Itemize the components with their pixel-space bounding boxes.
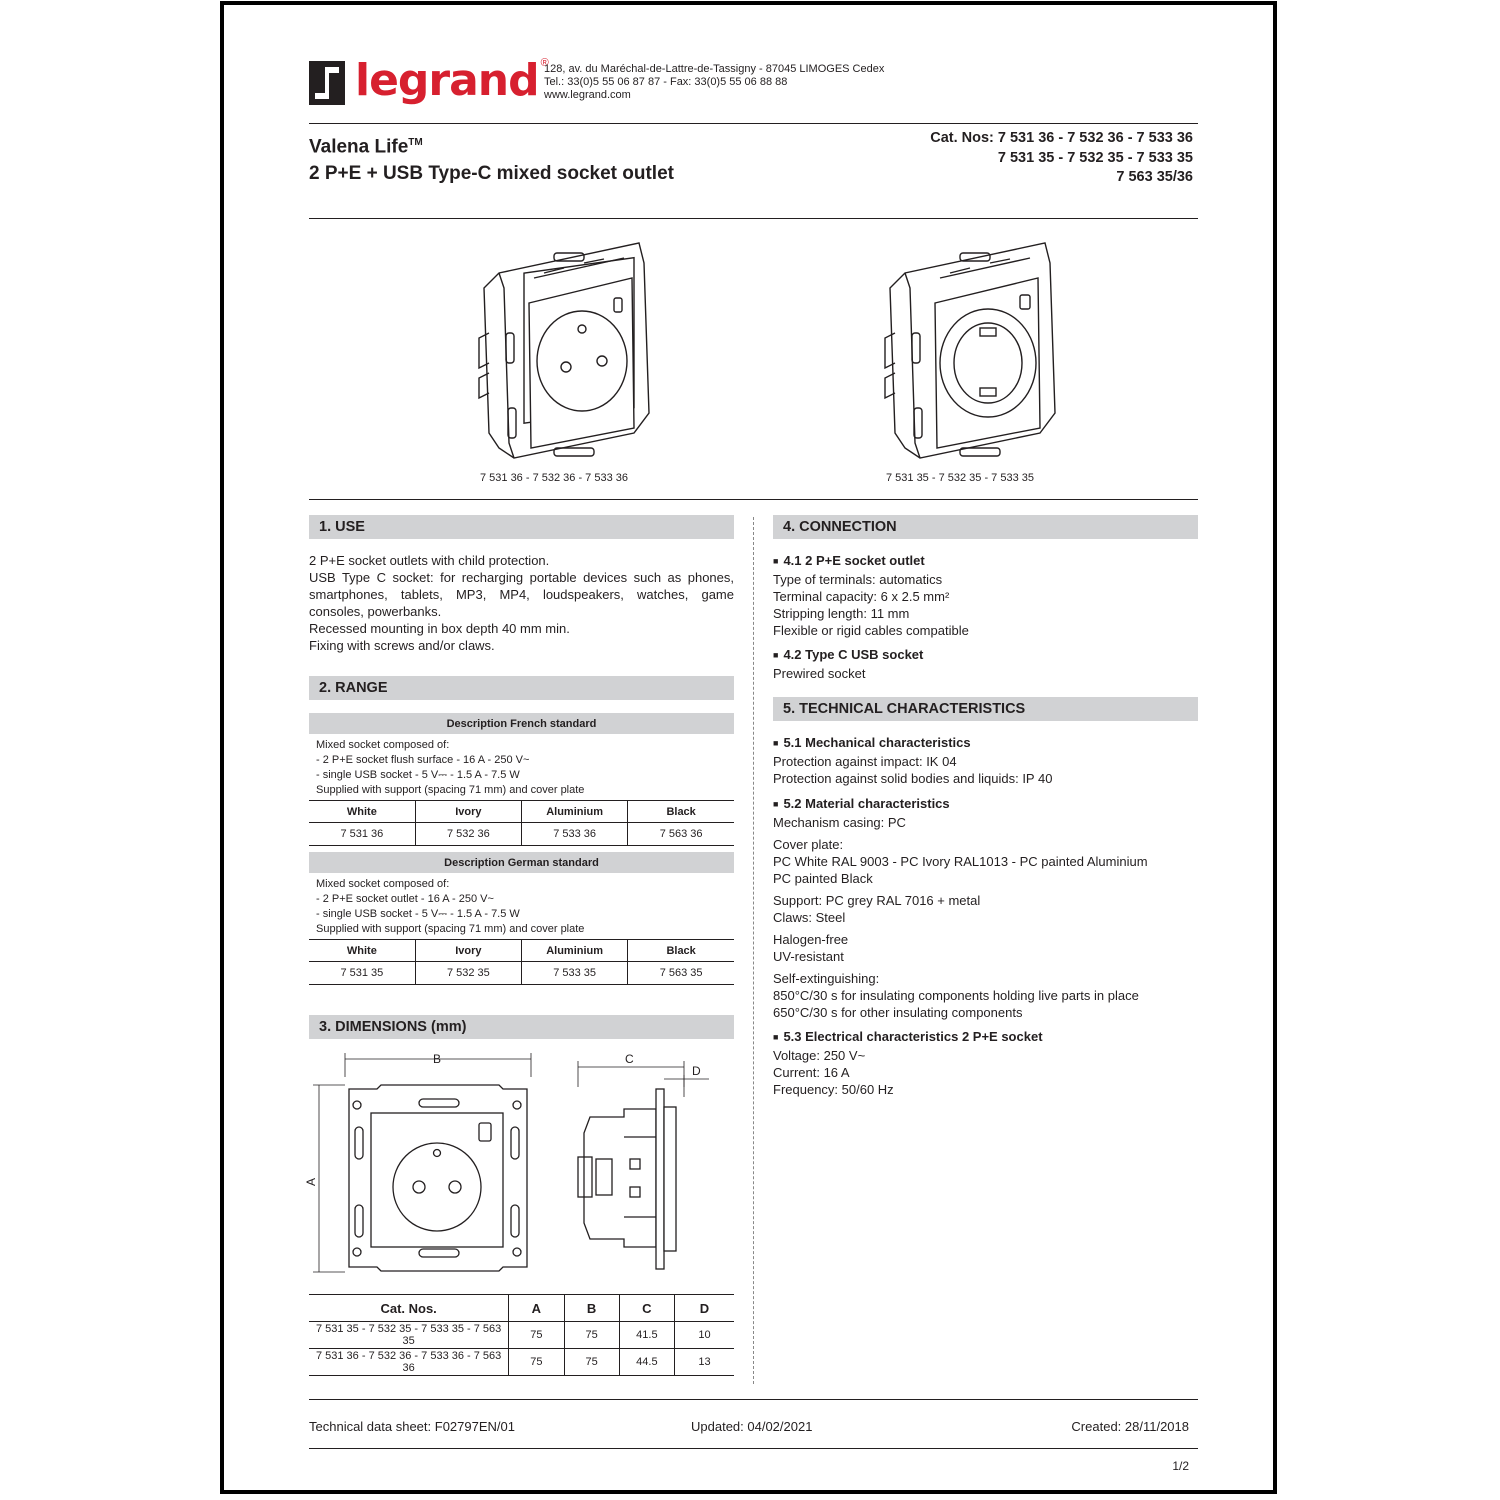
range-column-headers: White Ivory Aluminium Black [309, 940, 734, 962]
sheet-reference: Technical data sheet: F02797EN/01 [309, 1419, 515, 1434]
website-line: www.legrand.com [544, 89, 631, 101]
document-title [309, 129, 674, 187]
footer-rule-top [309, 1399, 1198, 1400]
french-socket-illustration [454, 233, 654, 470]
logo-mark-icon [309, 61, 345, 105]
data-sheet-page [220, 1, 1277, 1494]
subsection-5-2-title: ■ 5.2 Material characteristics [773, 795, 1198, 814]
range-table-french [309, 713, 734, 846]
dimension-b-label: B [433, 1052, 442, 1066]
column-divider [753, 517, 754, 1384]
french-description: Mixed socket composed of: - 2 P+E socket flush surface - 16 A - 250 V~ - single USB socket - 5 V⎓ - 1.5 A - 7.5 W Supplied with support (spacing 71 mm) and cover plate [316, 739, 585, 796]
table-row: 7 531 35 7 532 35 7 533 35 7 563 35 [309, 962, 734, 985]
legrand-logo [309, 57, 549, 105]
dimensions-table [309, 1294, 734, 1376]
dimensions-table-header: Cat. Nos. A B C D [309, 1295, 734, 1322]
section-range-heading: 2. RANGE [309, 676, 734, 700]
footer-rule-bottom [309, 1448, 1198, 1449]
products-rule [309, 499, 1198, 500]
table-row: 7 531 35 - 7 532 35 - 7 533 35 - 7 563 35 75 75 41.5 10 [309, 1322, 734, 1349]
section-technical-heading: 5. TECHNICAL CHARACTERISTICS [773, 697, 1198, 721]
subsection-4-2-title: ■ 4.2 Type C USB socket [773, 646, 1198, 665]
page-number: 1/2 [1172, 1459, 1189, 1473]
german-description: Mixed socket composed of: - 2 P+E socket outlet - 16 A - 250 V~ - single USB socket - 5 V⎓ - 1.5 A - 7.5 W Supplied with support (spacing 71 mm) and cover plate [316, 878, 585, 935]
section-use-heading: 1. USE [309, 515, 734, 539]
front-view-drawing [304, 1047, 539, 1292]
dimension-c-label: C [625, 1052, 634, 1066]
technical-text: ■ 5.1 Mechanical characteristics Protection against impact: IK 04 Protection against solid bodies and liquids: IP 40 ■ 5.2 Material characteristics Mechanism casing: PC Cover plate: PC White RAL 9003 - PC Ivory RAL1013 - PC painted Aluminium PC painted Black Support: PC grey RAL 7016 + metal Claws: Steel Halogen-free UV-resistant Self-extinguishing: 850°C/30 s for insulating components holding live parts in place 650°C/30 s for other insulating components ■ 5.3 Electrical characteristics 2 P+E socket Voltage: 250 V~ Current: 16 A Frequency: 50/60 Hz [773, 734, 1198, 1098]
dimension-a-label: A [304, 1177, 319, 1187]
section-dimensions-heading: 3. DIMENSIONS (mm) [309, 1015, 734, 1039]
german-standard-band: Description German standard [309, 852, 734, 873]
header-rule [309, 123, 1198, 124]
title-rule [309, 218, 1198, 219]
subsection-5-3-title: ■ 5.3 Electrical characteristics 2 P+E socket [773, 1028, 1198, 1047]
side-view-drawing [564, 1047, 724, 1292]
subsection-5-1-title: ■ 5.1 Mechanical characteristics [773, 734, 1198, 753]
french-standard-band: Description French standard [309, 713, 734, 734]
table-row: 7 531 36 7 532 36 7 533 36 7 563 36 [309, 823, 734, 846]
french-socket-caption: 7 531 36 - 7 532 36 - 7 533 36 [479, 472, 628, 484]
section-connection-heading: 4. CONNECTION [773, 515, 1198, 539]
dimension-d-label: D [692, 1064, 701, 1078]
connection-text: ■ 4.1 2 P+E socket outlet Type of terminals: automatics Terminal capacity: 6 x 2.5 mm² Stripping length: 11 mm Flexible or rigid cables compatible ■ 4.2 Type C USB socket Prewired socket [773, 552, 1198, 682]
german-socket-illustration [860, 233, 1060, 470]
company-address [544, 63, 884, 102]
product-range: Valena Life™ [309, 136, 423, 158]
range-table-german [309, 852, 734, 985]
created-date: Created: 28/11/2018 [1071, 1419, 1189, 1434]
subsection-4-1-title: ■ 4.1 2 P+E socket outlet [773, 552, 1198, 571]
registered-mark: ® [540, 57, 549, 69]
address-line: 128, av. du Maréchal-de-Lattre-de-Tassigny - 87045 LIMOGES Cedex [544, 63, 885, 75]
updated-date: Updated: 04/02/2021 [691, 1419, 813, 1434]
range-column-headers: White Ivory Aluminium Black [309, 801, 734, 823]
table-row: 7 531 36 - 7 532 36 - 7 533 36 - 7 563 36 75 75 44.5 13 [309, 1349, 734, 1376]
brand-wordmark: legrand [355, 55, 539, 106]
german-socket-caption: 7 531 35 - 7 532 35 - 7 533 35 [885, 472, 1034, 484]
product-name: 2 P+E + USB Type-C mixed socket outlet [309, 163, 674, 185]
catalogue-numbers: Cat. Nos: 7 531 36 - 7 532 36 - 7 533 36 7 531 35 - 7 532 35 - 7 533 35 7 563 35/36 [930, 130, 1193, 185]
use-text: 2 P+E socket outlets with child protection. USB Type C socket: for recharging portable devices such as phones, smartphones, tablets, MP3, MP4, loudspeakers, watches, game consoles, powerbanks. Recessed mounting in box depth 40 mm min. Fixing with screws and/or claws. [309, 553, 734, 653]
phone-line: Tel.: 33(0)5 55 06 87 87 - Fax: 33(0)5 55 06 88 88 [544, 76, 788, 88]
